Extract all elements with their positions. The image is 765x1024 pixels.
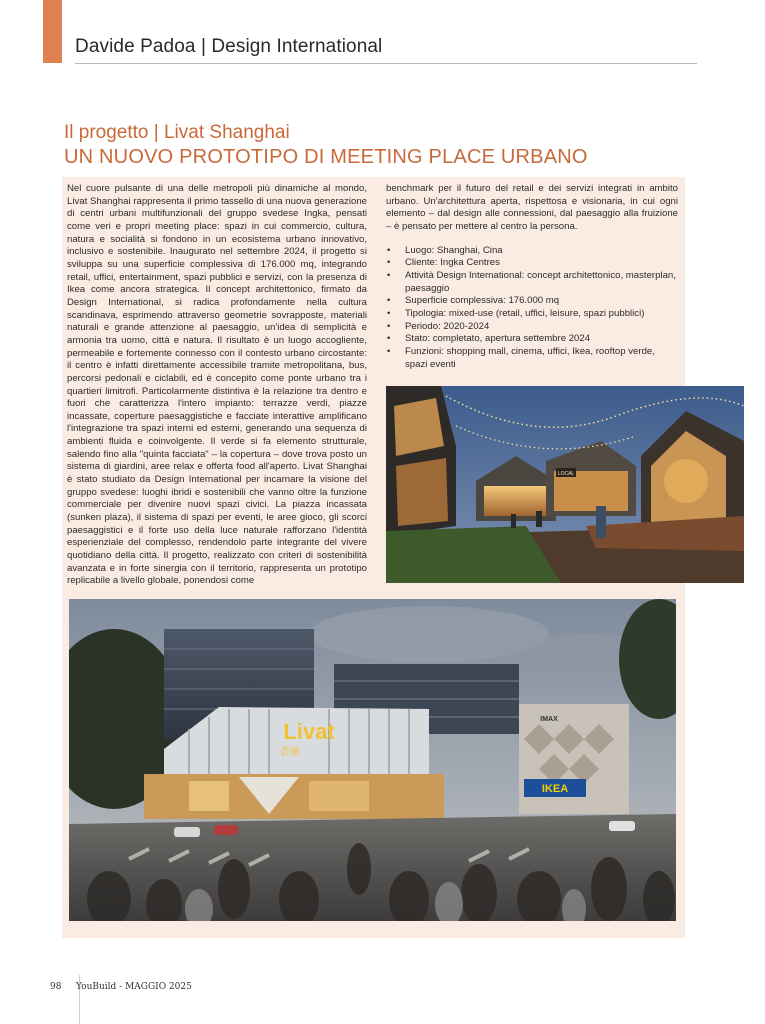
fact-item: • Superficie complessiva: 176.000 mq (386, 295, 678, 308)
header-rule (75, 63, 697, 64)
magazine-issue: YouBuild - MAGGIO 2025 (76, 982, 192, 992)
fact-item: • Cliente: Ingka Centres (386, 257, 678, 270)
project-facts-list (386, 245, 678, 372)
running-head: Davide Padoa | Design International (75, 36, 383, 57)
body-column-left (67, 183, 367, 588)
fact-item: • Luogo: Shanghai, Cina (386, 245, 678, 258)
photo-livat-building (69, 599, 676, 921)
article-headline: UN NUOVO PROTOTIPO DI MEETING PLACE URBANO (64, 146, 588, 168)
fact-item: • Stato: completato, apertura settembre 2024 (386, 333, 678, 346)
fact-item: • Tipologia: mixed-use (retail, uffici, leisure, spazi pubblici) (386, 308, 678, 321)
body-paragraph-continued: benchmark per il futuro del retail e dei servizi integrati in ambito urbano. Un'architettura aperta, rispettosa e visionaria, in cui ogni elemento – dal design alle connessioni, dal paesaggio alla fruizione – è pensato per mettere al centro la persona. (386, 183, 678, 232)
accent-bar (43, 0, 62, 63)
fact-item: • Funzioni: shopping mall, cinema, uffici, Ikea, rooftop verde, spazi eventi (386, 346, 678, 371)
livat-logo-text: Livat (283, 719, 335, 744)
body-column-right (386, 183, 678, 371)
photo-courtyard-evening (386, 386, 744, 583)
fact-item: • Attività Design International: concept architettonico, masterplan, paesaggio (386, 270, 678, 295)
livat-logo-subtext: 荟聚 (280, 747, 300, 758)
article-kicker: Il progetto | Livat Shanghai (64, 122, 290, 143)
body-paragraph: Nel cuore pulsante di una delle metropoli più dinamiche al mondo, Livat Shanghai rappresenta il primo tassello di una nuova generazione di centri urbani multifunzionali del gruppo svedese Ingka, pensati come veri e propri meeting place: spazi in cui commercio, cultura, natura e socialità si fondono in un ecosistema urbano innovativo, inclusivo e sostenibile. Inaugurato nel settembre 2024, il progetto si sviluppa su una superficie complessiva di 176.000 mq, integrando retail, uffici, entertainment, spazi pubblici e servizi, con la presenza di Ikea come ancora strategica. Il concept architettonico, firmato da Design International, si radica profondamente nella cultura scandinava, esprimendo attraverso geometrie sovrapposte, materiali naturali e grande attenzione al paesaggio, un'idea di semplicità e armonia tra uomo, città e natura. Il risultato è un luogo accogliente, permeabile e fortemente connesso con il contesto urbano circostante: il centro è infatti direttamente accessibile tramite metropolitana, bus, percorsi pedonali e ciclabili, ed è concepito come ponte urbano tra i quartieri limitrofi. Particolarmente distintiva è la relazione tra dentro e fuori che caratterizza l'intero impianto: terrazze verdi, piazze incassate, coperture paesaggistiche e facciate interattive amplificano l'integrazione tra spazi interni ed esterni, generando una sequenza di ambienti fluida e coinvolgente. Il verde si fa elemento strutturale, salendo fino alla "quinta facciata" – la copertura – dove trova posto un sistema di giardini, aree relax e offerta food all'aperto. Livat Shanghai è stato studiato da Design International per incarnare la visione del gruppo svedese: luoghi ibridi e sostenibili che vanno oltre la funzione commerciale per divenire nuovi spazi civici. La piazza incassata (sunken plaza), il sistema di spazi per eventi, le aree gioco, gli scorci paesaggistici e il forte uso della luce naturale rafforzano l'identità esperienziale del complesso, rendendolo parte integrante del vivere quotidiano della città. Il progetto, realizzato con criteri di sostenibilità avanzata e in forte sinergia con il territorio, rappresenta un prototipo replicabile a livello globale, ponendosi come (67, 183, 367, 587)
imax-sign-text: IMAX (540, 716, 558, 723)
ikea-sign-text: IKEA (541, 783, 569, 795)
building-illustration (69, 599, 676, 921)
courtyard-illustration (386, 386, 744, 583)
page-number: 98 (50, 982, 62, 992)
courtyard-sign-text: LOCAL (557, 471, 575, 477)
fact-item: • Periodo: 2020-2024 (386, 321, 678, 334)
page-footer (50, 982, 192, 992)
